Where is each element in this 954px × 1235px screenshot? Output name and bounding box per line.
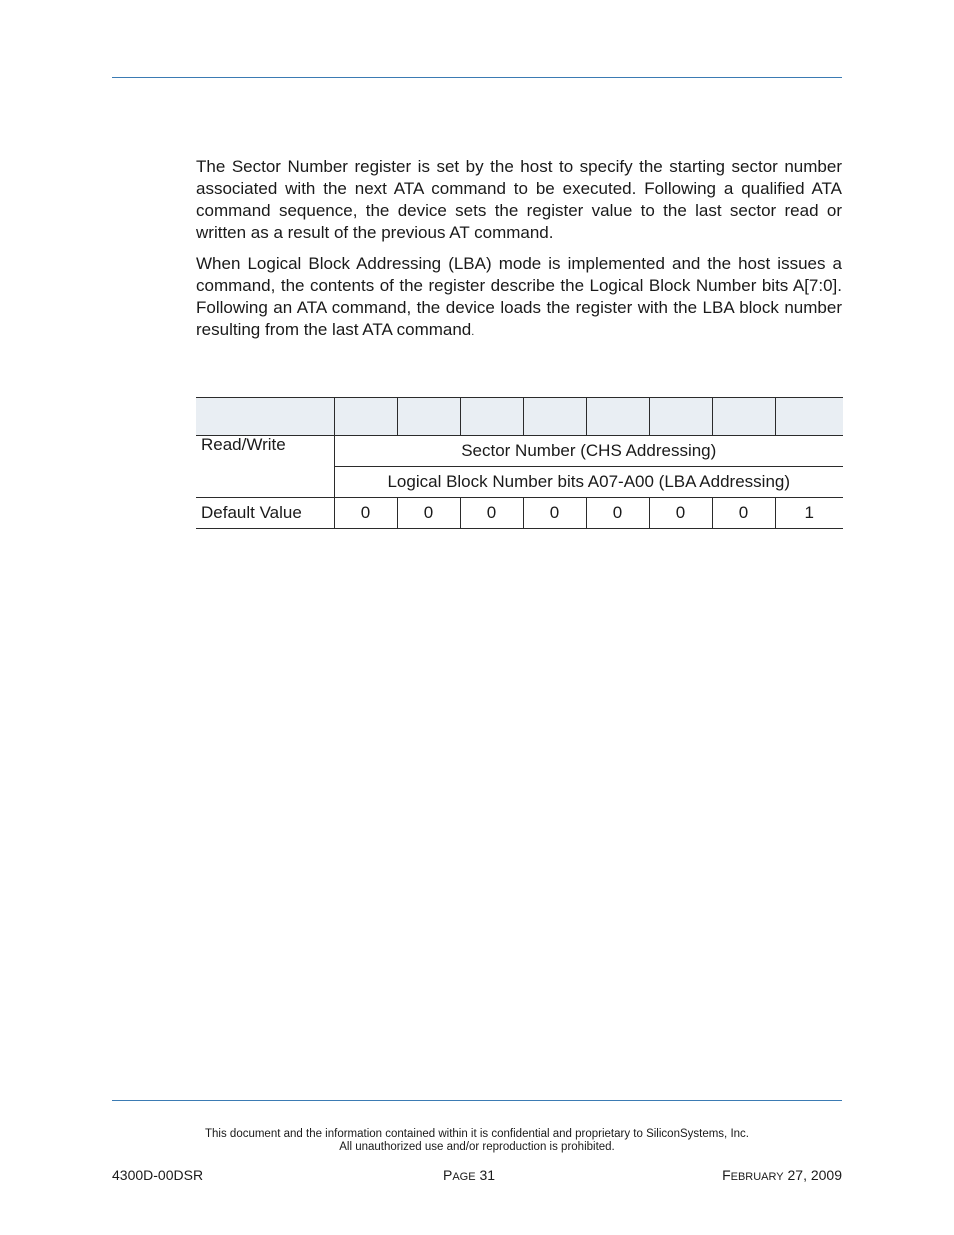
document-number: 4300D-00DSR [112,1167,204,1183]
sector-number-register-table [196,397,843,529]
header-rule [112,77,842,78]
document-date [722,1167,842,1183]
paragraph-lba-period: . [471,326,475,338]
paragraph-sector-number: The Sector Number register is set by the host to specify the starting sector number associated with the next ATA command to be executed. Following a qualified ATA command sequence, the device sets the register value to the last sector read or written as a result of the previous AT command. [196,157,842,242]
header-cell-bit [397,398,460,436]
header-cell-bit [712,398,775,436]
page-number-value: 31 [479,1167,496,1183]
header-cell-bit [334,398,397,436]
confidentiality-line-1: This document and the information contained within it is confidential and proprietary to SiliconSystems, Inc. [205,1128,749,1140]
header-cell-bit [775,398,843,436]
default-bit-4: 0 [523,498,586,529]
confidentiality-line-2: All unauthorized use and/or reproduction is prohibited. [339,1141,615,1153]
header-cell-bit [586,398,649,436]
default-value-label: Default Value [196,498,334,529]
date-cap: F [722,1167,731,1183]
header-cell-bit [460,398,523,436]
page-prefix-cap: P [443,1167,453,1183]
default-bit-3: 0 [586,498,649,529]
chs-description: Sector Number (CHS Addressing) [334,436,843,467]
read-write-label: Read/Write [201,435,286,454]
date-tail: 27, 2009 [787,1167,842,1183]
table-row-read-write [196,436,843,467]
page-prefix-rest: AGE [452,1171,476,1183]
read-write-label-cell [196,436,334,498]
table-header-row [196,398,843,436]
paragraph-lba-mode [196,253,842,343]
header-cell-label [196,398,334,436]
date-rest: EBRUARY [730,1171,784,1183]
default-bit-6: 0 [397,498,460,529]
header-cell-bit [649,398,712,436]
default-bit-5: 0 [460,498,523,529]
lba-description: Logical Block Number bits A07-A00 (LBA Addressing) [334,467,843,498]
default-bit-1: 0 [712,498,775,529]
footer-rule [112,1100,842,1101]
confidentiality-notice [112,1128,842,1154]
paragraph-lba-text: When Logical Block Addressing (LBA) mode is implemented and the host issues a command, the contents of the register describe the Logical Block Number bits A[7:0]. Following an ATA command, the device loads the register with the LBA block number resulting from the last ATA command [196,254,842,339]
table-row-default-value [196,498,843,529]
header-cell-bit [523,398,586,436]
default-bit-7: 0 [334,498,397,529]
default-bit-0: 1 [775,498,843,529]
default-bit-2: 0 [649,498,712,529]
page-number [443,1167,495,1183]
